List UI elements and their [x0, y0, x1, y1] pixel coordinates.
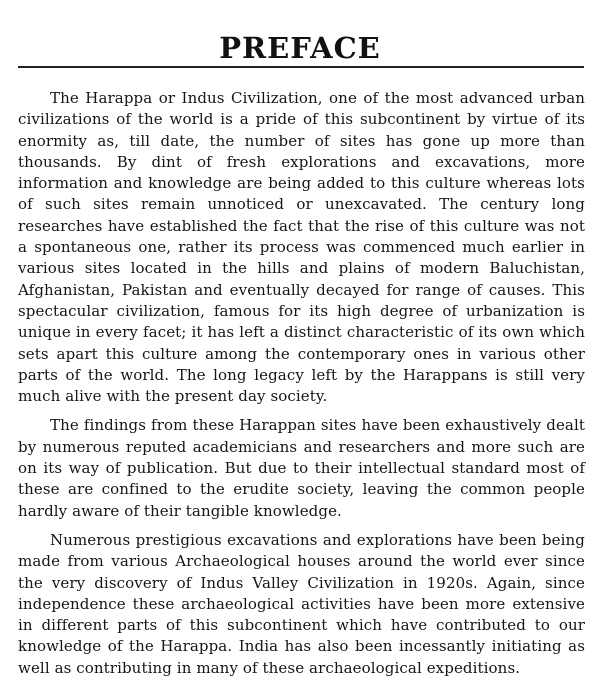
page-title: PREFACE	[219, 31, 381, 65]
preface-body	[18, 88, 585, 687]
paragraph-3: Numerous prestigious excavations and explorations have been being made from various Archaeological houses around the world ever since the very discovery of Indus Valley Civilization in 1920s. Again, since independence these archaeological activities have been more extensive in different parts of this subcontinent which have contributed to our knowledge of the Harappa. India has also been incessantly initiating as well as contributing in many of these archaeological expeditions.	[18, 530, 585, 677]
paragraph-1: The Harappa or Indus Civilization, one of the most advanced urban civilizations of the world is a pride of this subcontinent by virtue of its enormity as, till date, the number of sites has gone up more than thousands. By dint of fresh explorations and excavations, more information and knowledge are being added to this culture whereas lots of such sites remain unnoticed or unexcavated. The century long researches have established the fact that the rise of this culture was not a spontaneous one, rather its process was commenced much earlier in various sites located in the hills and plains of modern Baluchistan, Afghanistan, Pakistan and eventually decayed for range of causes. This spectacular civilization, famous for its high degree of urbanization is unique in every facet; it has left a distinct characteristic of its own which sets apart this culture among the contemporary ones in various other parts of the world. The long legacy left by the Harappans is still very much alive with the present day society.	[18, 89, 585, 406]
title-divider	[18, 66, 584, 68]
paragraph-2: The findings from these Harappan sites have been exhaustively dealt by numerous reputed academicians and researchers and more such are on its way of publication. But due to their intellectual standard most of these are confined to the erudite society, leaving the common people hardly aware of their tangible knowledge.	[18, 416, 585, 520]
